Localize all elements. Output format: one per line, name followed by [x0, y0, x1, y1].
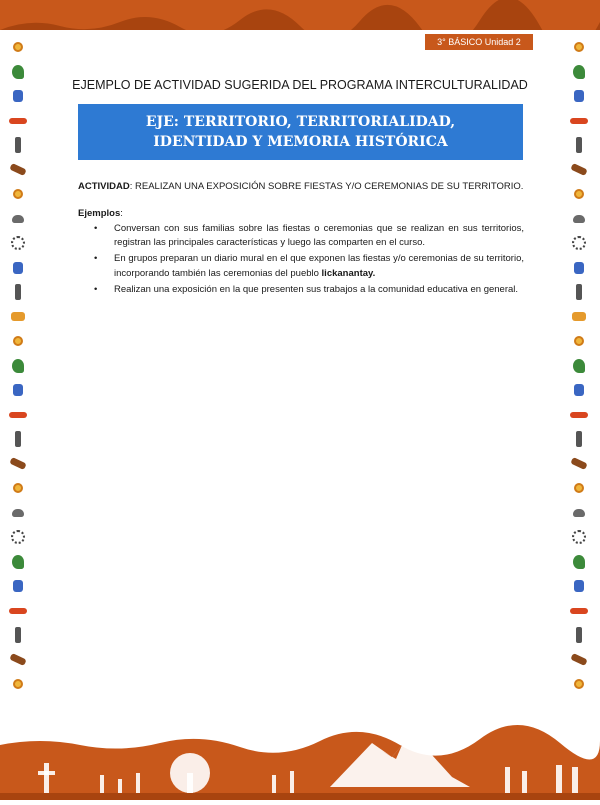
list-item-text: Conversan con sus familias sobre las fiestas o ceremonias que se realizan en sus territorios, registran las principales características y luego las comparten en el curso.	[114, 223, 524, 249]
list-item	[78, 252, 524, 280]
eagle-icon	[566, 648, 592, 673]
examples-label: Ejemplos	[78, 208, 121, 219]
figure-icon	[5, 280, 31, 305]
figure-icon	[5, 427, 31, 452]
sun-icon	[566, 525, 592, 550]
mask-icon	[566, 378, 592, 403]
dot-icon	[5, 672, 31, 697]
dot-icon	[5, 182, 31, 207]
top-decorative-band	[0, 0, 600, 30]
dot-icon	[566, 329, 592, 354]
mask-icon	[566, 574, 592, 599]
bird-icon	[566, 354, 592, 379]
sun-icon	[5, 525, 31, 550]
pot-icon	[566, 207, 592, 232]
bird-icon	[566, 550, 592, 575]
list-item-text: Realizan una exposición en la que presenten sus trabajos a la comunidad educativa en general.	[114, 283, 519, 295]
bullet-icon: •	[94, 223, 98, 234]
top-band-pattern	[0, 0, 600, 30]
axis-title-box	[78, 104, 523, 160]
page-heading: EJEMPLO DE ACTIVIDAD SUGERIDA DEL PROGRAMA INTERCULTURALIDAD	[72, 78, 528, 92]
bird-icon	[5, 354, 31, 379]
fox-icon	[5, 599, 31, 624]
activity-line	[78, 180, 538, 193]
eagle-icon	[5, 158, 31, 183]
figure-icon	[566, 280, 592, 305]
deer-icon	[5, 305, 31, 330]
mask-icon	[5, 574, 31, 599]
dot-icon	[5, 35, 31, 60]
figure-icon	[566, 427, 592, 452]
bullet-icon: •	[94, 283, 98, 295]
eagle-icon	[566, 158, 592, 183]
dot-icon	[566, 182, 592, 207]
right-icon-rail	[566, 35, 592, 697]
left-icon-rail	[5, 35, 31, 697]
activity-label: ACTIVIDAD	[78, 181, 130, 192]
sun-icon	[5, 231, 31, 256]
dot-icon	[566, 672, 592, 697]
eagle-icon	[566, 452, 592, 477]
figure-icon	[5, 133, 31, 158]
mask-icon	[566, 84, 592, 109]
figure-icon	[566, 133, 592, 158]
dot-icon	[566, 476, 592, 501]
activity-text: : REALIZAN UNA EXPOSICIÓN SOBRE FIESTAS Y/O CEREMONIAS DE SU TERRITORIO.	[129, 181, 524, 192]
mask-icon	[566, 256, 592, 281]
examples-heading	[78, 207, 123, 220]
dot-icon	[566, 35, 592, 60]
mask-icon	[5, 256, 31, 281]
fox-icon	[566, 599, 592, 624]
list-item	[78, 283, 524, 297]
landscape-illustration	[0, 715, 600, 800]
mask-icon	[5, 378, 31, 403]
list-item	[78, 222, 524, 250]
pot-icon	[5, 501, 31, 526]
examples-list	[78, 222, 524, 299]
fox-icon	[566, 109, 592, 134]
bird-icon	[5, 550, 31, 575]
eagle-icon	[5, 452, 31, 477]
pot-icon	[566, 501, 592, 526]
bird-icon	[5, 60, 31, 85]
mask-icon	[5, 84, 31, 109]
unit-badge: 3° BÁSICO Unidad 2	[425, 34, 533, 50]
sun-icon	[566, 231, 592, 256]
bullet-icon: •	[94, 253, 98, 265]
list-item-text: En grupos preparan un diario mural en el que exponen las fiestas y/o ceremonias de su territorio, incorporando también las ceremonias del pueblo	[114, 253, 524, 279]
fox-icon	[566, 403, 592, 428]
list-item-emphasis: lickanantay.	[321, 267, 376, 279]
dot-icon	[5, 476, 31, 501]
bird-icon	[566, 60, 592, 85]
fox-icon	[5, 109, 31, 134]
pot-icon	[5, 207, 31, 232]
axis-title: EJE: TERRITORIO, TERRITORIALIDAD, IDENTIDAD Y MEMORIA HISTÓRICA	[145, 114, 456, 150]
dot-icon	[5, 329, 31, 354]
figure-icon	[5, 623, 31, 648]
fox-icon	[5, 403, 31, 428]
figure-icon	[566, 623, 592, 648]
eagle-icon	[5, 648, 31, 673]
bottom-landscape-illustration	[0, 715, 600, 800]
examples-colon: :	[120, 208, 123, 219]
deer-icon	[566, 305, 592, 330]
